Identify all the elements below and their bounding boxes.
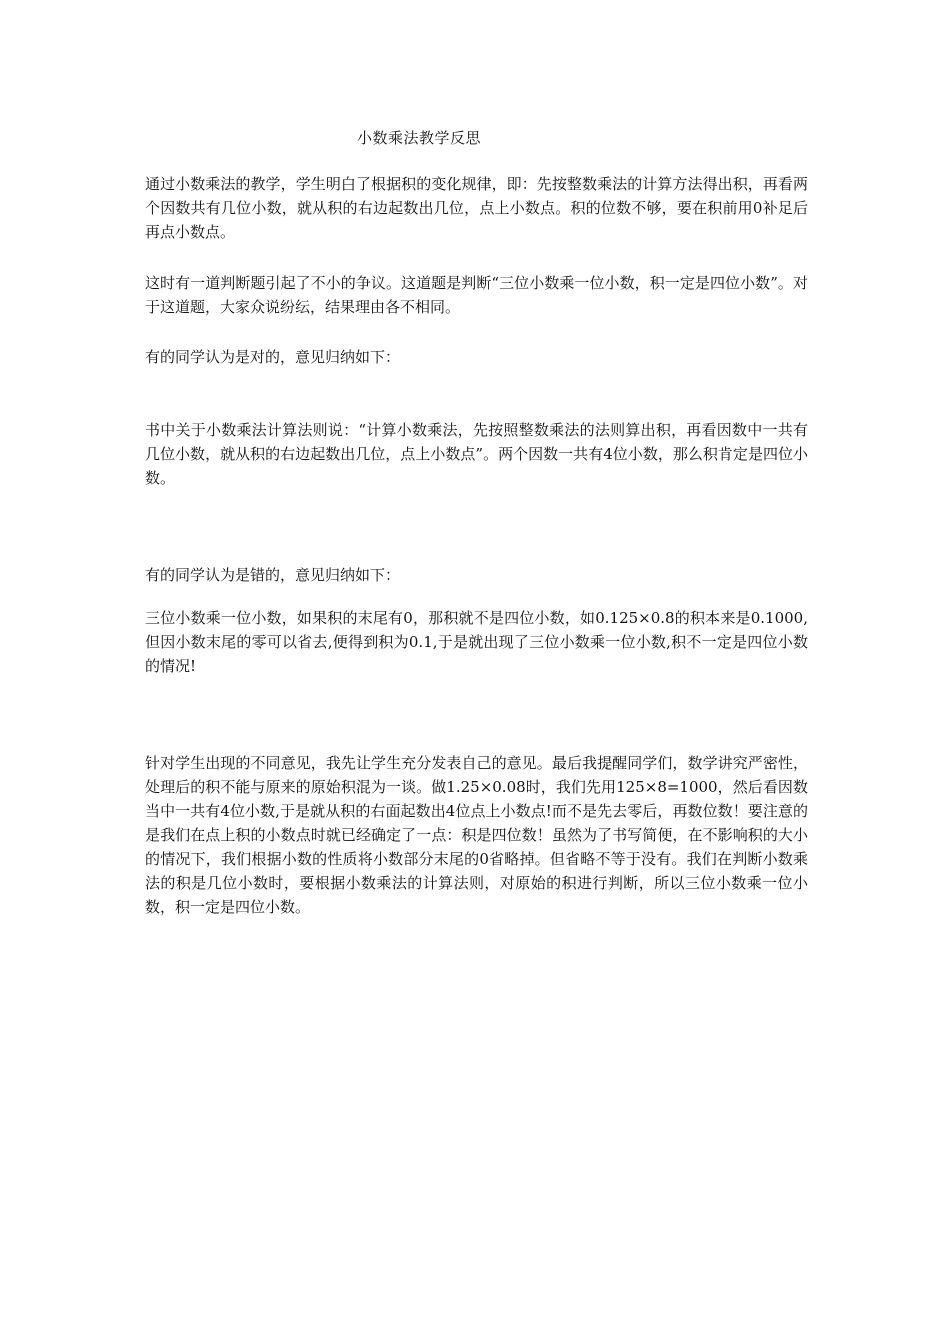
paragraph-controversy: 这时有一道判断题引起了不小的争议。这道题是判断“三位小数乘一位小数，积一定是四位小数”。对于这道题，大家众说纷纭，结果理由各不相同。	[145, 274, 808, 316]
paragraph-correct-opinion-heading: 有的同学认为是对的，意见归纳如下：	[145, 348, 401, 366]
paragraph-conclusion: 针对学生出现的不同意见，我先让学生充分发表自己的意见。最后我提醒同学们，数学讲究严密性，处理后的积不能与原来的原始积混为一谈。做1.25×0.08时，我们先用125×8=1000，然后看因数当中一共有4位小数,于是就从积的右面起数出4位点上小数点!而不是先去零后，再数位数！要注意的是我们在点上积的小数点时就已经确定了一点：积是四位数！虽然为了书写简便，在不影响积的大小的情况下，我们根据小数的性质将小数部分末尾的0省略掉。但省略不等于没有。我们在判断小数乘法的积是几位小数时，要根据小数乘法的计算法则，对原始的积进行判断，所以三位小数乘一位小数，积一定是四位小数。	[145, 754, 808, 916]
paragraph-correct-opinion: 书中关于小数乘法计算法则说：“计算小数乘法，先按照整数乘法的法则算出积，再看因数中一共有几位小数，就从积的右边起数出几位，点上小数点”。两个因数一共有4位小数，那么积肯定是四位小数。	[145, 421, 808, 487]
document-title: 小数乘法教学反思	[356, 129, 481, 147]
paragraph-wrong-opinion-heading: 有的同学认为是错的，意见归纳如下：	[145, 566, 401, 584]
paragraph-intro: 通过小数乘法的教学，学生明白了根据积的变化规律，即：先按整数乘法的计算方法得出积，再看两个因数共有几位小数，就从积的右边起数出几位，点上小数点。积的位数不够，要在积前用0补足后再点小数点。	[145, 175, 808, 241]
paragraph-wrong-opinion: 三位小数乘一位小数，如果积的末尾有0，那积就不是四位小数，如0.125×0.8的积本来是0.1000,但因小数末尾的零可以省去,便得到积为0.1,于是就出现了三位小数乘一位小数,积不一定是四位小数的情况!	[145, 609, 808, 675]
